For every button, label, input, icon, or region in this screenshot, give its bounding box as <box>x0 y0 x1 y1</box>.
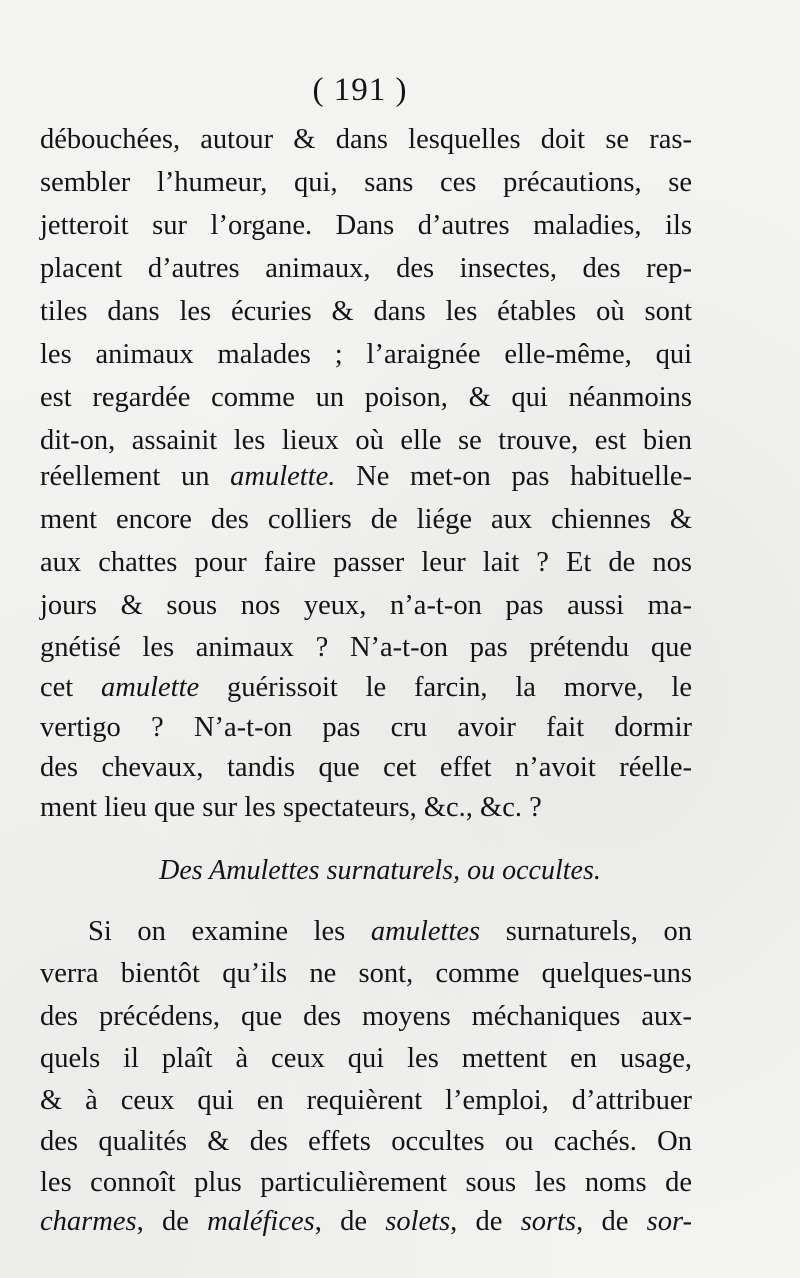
text-line: les connoît plus particulièrement sous les noms de <box>40 1167 692 1198</box>
text-line: dit-on, assainit les lieux où elle se trouve, est bien <box>40 425 692 456</box>
text-line: ment encore des colliers de liége aux chiennes & <box>40 504 692 535</box>
italic-term: amulette. <box>230 461 336 492</box>
text-line <box>40 1202 692 1242</box>
text-line: est regardée comme un poison, & qui néanmoins <box>40 382 692 413</box>
text-line: placent d’autres animaux, des insectes, des rep- <box>40 253 692 284</box>
text-line: aux chattes pour faire passer leur lait ? Et de nos <box>40 547 692 578</box>
text-run: guérissoit le farcin, la morve, le <box>199 672 693 703</box>
text-line: quels il plaît à ceux qui les mettent en usage, <box>40 1043 692 1074</box>
italic-term: solets <box>385 1206 451 1237</box>
text-line: débouchées, autour & dans lesquelles doit se ras- <box>40 124 692 155</box>
text-line: jetteroit sur l’organe. Dans d’autres maladies, ils <box>40 210 692 241</box>
text-line: tiles dans les écuries & dans les étables où sont <box>40 296 692 327</box>
text-line: gnétisé les animaux ? N’a-t-on pas prétendu que <box>40 632 692 663</box>
text-run: Si on examine les <box>88 916 371 947</box>
page-number: ( 191 ) <box>312 72 408 108</box>
text-line: des qualités & des effets occultes ou cachés. On <box>40 1126 692 1157</box>
text-line: ment lieu que sur les spectateurs, &c., &c. ? <box>40 792 542 823</box>
text-run: Ne met-on pas habituelle- <box>335 461 693 492</box>
text-line: vertigo ? N’a-t-on pas cru avoir fait dormir <box>40 712 692 743</box>
text-line <box>40 457 692 497</box>
text-run: , de <box>136 1206 208 1237</box>
text-line: & à ceux qui en requièrent l’emploi, d’attribuer <box>40 1085 692 1116</box>
italic-term: sorts <box>520 1206 577 1237</box>
text-line <box>88 912 692 952</box>
italic-term: amulette <box>101 672 200 703</box>
text-run: surnaturels, on <box>480 916 692 947</box>
text-line: des précédens, que des moyens méchaniques aux- <box>40 1001 692 1032</box>
section-heading: Des Amulettes surnaturels, ou occultes. <box>159 855 601 886</box>
italic-term: sor- <box>646 1206 693 1237</box>
text-line: verra bientôt qu’ils ne sont, comme quelques-uns <box>40 958 692 989</box>
text-run: , de <box>576 1206 647 1237</box>
text-run: cet <box>40 672 102 703</box>
text-line: des chevaux, tandis que cet effet n’avoit réelle- <box>40 752 692 783</box>
italic-term: amulettes <box>370 916 481 947</box>
text-line: les animaux malades ; l’araignée elle-même, qui <box>40 339 692 370</box>
text-line: sembler l’humeur, qui, sans ces précautions, se <box>40 167 692 198</box>
italic-term: charmes <box>40 1206 137 1237</box>
text-line: jours & sous nos yeux, n’a-t-on pas aussi ma- <box>40 590 692 621</box>
italic-term: maléfices <box>207 1206 315 1237</box>
text-run: réellement un <box>40 461 231 492</box>
text-line <box>40 668 692 708</box>
text-run: , de <box>314 1206 386 1237</box>
text-run: , de <box>450 1206 521 1237</box>
